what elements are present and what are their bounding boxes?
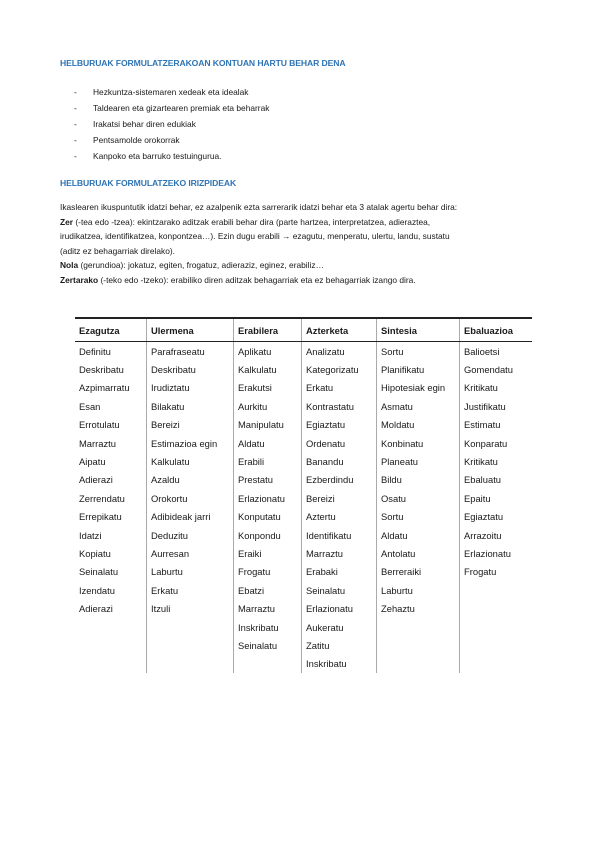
bullet-dash: - xyxy=(74,151,77,161)
table-cell: Izendatu xyxy=(79,584,115,596)
table-header: Ebaluazioa xyxy=(460,318,533,342)
table-cell: Kritikatu xyxy=(460,452,533,470)
table-header: Sintesia xyxy=(377,318,460,342)
table-cell: Kalkulatu xyxy=(234,360,302,378)
table-cell: Identifikatu xyxy=(302,526,377,544)
table-cell xyxy=(460,636,533,654)
bullet-dash: - xyxy=(74,135,77,145)
zer-line: Zer (-tea edo -tzea): ekintzarako aditzak erabili behar dira (parte hartzea, interpretatzea, adieraztea, xyxy=(60,216,431,227)
table-cell: Kontrastatu xyxy=(302,397,377,415)
nola-line: Nola (gerundioa): jokatuz, egiten, frogatuz, adieraziz, eginez, erabiliz… xyxy=(60,260,324,271)
table-row xyxy=(75,508,532,526)
bloom-verbs-table xyxy=(75,317,532,675)
table-cell: Seinalatu xyxy=(234,636,302,654)
table-cell xyxy=(460,599,533,617)
table-cell: Erabaki xyxy=(302,563,377,581)
table-cell: Bereizi xyxy=(147,416,234,434)
table-row xyxy=(75,342,532,361)
table-cell: Moldatu xyxy=(377,416,460,434)
table-row xyxy=(75,581,532,599)
table-cell: Arrazoitu xyxy=(460,526,533,544)
table-cell: Bereizi xyxy=(302,489,377,507)
table-cell: Deskribatu xyxy=(79,364,124,376)
table-cell: Zerrendatu xyxy=(79,492,125,504)
table-row xyxy=(75,489,532,507)
table-cell: Zehaztu xyxy=(377,599,460,617)
table-cell xyxy=(75,636,147,654)
table-cell: Manipulatu xyxy=(234,416,302,434)
table-cell: Prestatu xyxy=(234,471,302,489)
table-header: Ulermena xyxy=(147,318,234,342)
table-cell: Orokortu xyxy=(147,489,234,507)
table-cell: Deskribatu xyxy=(147,360,234,378)
table-header: Azterketa xyxy=(302,318,377,342)
table-cell: Parafraseatu xyxy=(147,342,234,361)
bullet-dash: - xyxy=(74,87,77,97)
table-cell: Inskribatu xyxy=(302,655,377,674)
table-cell: Errepikatu xyxy=(79,511,122,523)
table-cell: Erkatu xyxy=(302,379,377,397)
table-cell: Antolatu xyxy=(377,544,460,562)
table-cell: Ezberdindu xyxy=(302,471,377,489)
table-cell: Laburtu xyxy=(147,563,234,581)
table-cell: Kritikatu xyxy=(460,379,533,397)
table-cell: Estimatu xyxy=(460,416,533,434)
table-cell: Laburtu xyxy=(377,581,460,599)
table-cell: Konparatu xyxy=(460,434,533,452)
table-cell: Aurresan xyxy=(147,544,234,562)
table-cell: Aldatu xyxy=(234,434,302,452)
table-cell: Aldatu xyxy=(377,526,460,544)
table-row xyxy=(75,360,532,378)
table-cell: Marraztu xyxy=(234,599,302,617)
table-row xyxy=(75,599,532,617)
heading-considerations: HELBURUAK FORMULATZERAKOAN KONTUAN HARTU BEHAR DENA xyxy=(60,58,346,68)
table-cell xyxy=(377,618,460,636)
table-cell: Seinalatu xyxy=(79,566,119,578)
zertarako-line: Zertarako (-teko edo -tzeko): erabiliko diren aditzak behagarriak eta ez behagarriak izango dira. xyxy=(60,274,416,285)
table-cell xyxy=(234,655,302,674)
table-header: Ezagutza xyxy=(75,318,147,342)
table-cell: Frogatu xyxy=(460,563,533,581)
table-cell: Erlazionatu xyxy=(460,544,533,562)
zer-line-3: (aditz ez behagarriak direlako). xyxy=(60,245,175,256)
table-header: Erabilera xyxy=(234,318,302,342)
table-cell xyxy=(147,655,234,674)
table-cell xyxy=(460,618,533,636)
table-row xyxy=(75,563,532,581)
table-cell: Erakutsi xyxy=(234,379,302,397)
table-cell: Erabili xyxy=(234,452,302,470)
table-cell: Inskribatu xyxy=(234,618,302,636)
criteria-paragraph xyxy=(60,200,546,288)
table-cell: Justifikatu xyxy=(460,397,533,415)
list-item: - Irakatsi behar diren edukiak xyxy=(60,116,269,132)
table-cell: Estimazioa egin xyxy=(147,434,234,452)
table-cell xyxy=(75,655,147,674)
list-item: - Hezkuntza-sistemaren xedeak eta idealak xyxy=(60,84,269,100)
table-cell: Kategorizatu xyxy=(302,360,377,378)
table-cell: Errotulatu xyxy=(79,419,120,431)
table-cell: Itzuli xyxy=(147,599,234,617)
table-cell: Adierazi xyxy=(79,603,113,615)
table-cell: Esan xyxy=(79,400,101,412)
table-cell: Sortu xyxy=(377,342,460,361)
table-cell: Ebaluatu xyxy=(460,471,533,489)
table-cell: Planifikatu xyxy=(377,360,460,378)
table-cell xyxy=(147,618,234,636)
table-cell: Aztertu xyxy=(302,508,377,526)
table-cell: Adibideak jarri xyxy=(147,508,234,526)
table-cell: Konputatu xyxy=(234,508,302,526)
table-cell: Aipatu xyxy=(79,456,106,468)
considerations-list xyxy=(60,84,269,164)
table-cell: Analizatu xyxy=(302,342,377,361)
list-item: - Pentsamolde orokorrak xyxy=(60,132,269,148)
table-cell: Konpondu xyxy=(234,526,302,544)
list-item: - Kanpoko eta barruko testuingurua. xyxy=(60,148,269,164)
table-cell: Idatzi xyxy=(79,529,102,541)
table-cell: Ordenatu xyxy=(302,434,377,452)
table-row xyxy=(75,636,532,654)
table-cell: Planeatu xyxy=(377,452,460,470)
table-cell: Egiaztatu xyxy=(302,416,377,434)
bullet-dash: - xyxy=(74,119,77,129)
table-cell: Deduzitu xyxy=(147,526,234,544)
table-row xyxy=(75,526,532,544)
table-cell: Hipotesiak egin xyxy=(377,379,460,397)
table-cell: Azpimarratu xyxy=(79,382,130,394)
table-cell xyxy=(75,618,147,636)
bullet-dash: - xyxy=(74,103,77,113)
table-cell: Frogatu xyxy=(234,563,302,581)
table-cell: Asmatu xyxy=(377,397,460,415)
table-cell: Kalkulatu xyxy=(147,452,234,470)
table-cell: Berreraiki xyxy=(377,563,460,581)
table-cell xyxy=(377,636,460,654)
table-cell: Kopiatu xyxy=(79,547,111,559)
table-row xyxy=(75,379,532,397)
table-cell: Adierazi xyxy=(79,474,113,486)
table-cell: Irudiztatu xyxy=(147,379,234,397)
table-row xyxy=(75,471,532,489)
table-row xyxy=(75,452,532,470)
table-cell xyxy=(460,581,533,599)
table-cell: Azaldu xyxy=(147,471,234,489)
table-cell: Erkatu xyxy=(147,581,234,599)
heading-criteria: HELBURUAK FORMULATZEKO IRIZPIDEAK xyxy=(60,178,237,188)
table-cell: Aplikatu xyxy=(234,342,302,361)
table-row xyxy=(75,655,532,674)
table-cell: Aurkitu xyxy=(234,397,302,415)
table-cell: Eraiki xyxy=(234,544,302,562)
table-row xyxy=(75,416,532,434)
table-cell: Definitu xyxy=(79,345,111,357)
table-cell: Bildu xyxy=(377,471,460,489)
table-cell: Konbinatu xyxy=(377,434,460,452)
table-cell: Erlazionatu xyxy=(234,489,302,507)
table-cell: Egiaztatu xyxy=(460,508,533,526)
table-cell xyxy=(377,655,460,674)
table-cell: Zatitu xyxy=(302,636,377,654)
table-header-row xyxy=(75,318,532,342)
table-cell: Marraztu xyxy=(79,437,116,449)
table-cell: Sortu xyxy=(377,508,460,526)
intro-line: Ikaslearen ikuspuntutik idatzi behar, ez azalpenik ezta sarrerarik idatzi behar eta 3 atalak agertu behar dira: xyxy=(60,202,458,212)
table-cell: Ebatzi xyxy=(234,581,302,599)
table-cell: Osatu xyxy=(377,489,460,507)
table-cell: Banandu xyxy=(302,452,377,470)
table-cell: Marraztu xyxy=(302,544,377,562)
table-row xyxy=(75,397,532,415)
list-item: - Taldearen eta gizartearen premiak eta beharrak xyxy=(60,100,269,116)
table-row xyxy=(75,544,532,562)
table-cell: Balioetsi xyxy=(460,342,533,361)
zer-line-2: irudikatzea, identifikatzea, konpontzea…). Ezin dugu erabili → ezagutu, menperatu, ulertu, landu, sustatu xyxy=(60,231,450,242)
table-cell: Aukeratu xyxy=(302,618,377,636)
table-cell xyxy=(147,636,234,654)
table-row xyxy=(75,618,532,636)
table-cell xyxy=(460,655,533,674)
table-cell: Gomendatu xyxy=(460,360,533,378)
table-cell: Seinalatu xyxy=(302,581,377,599)
table-cell: Bilakatu xyxy=(147,397,234,415)
table-row xyxy=(75,434,532,452)
table-cell: Epaitu xyxy=(460,489,533,507)
table-cell: Erlazionatu xyxy=(302,599,377,617)
